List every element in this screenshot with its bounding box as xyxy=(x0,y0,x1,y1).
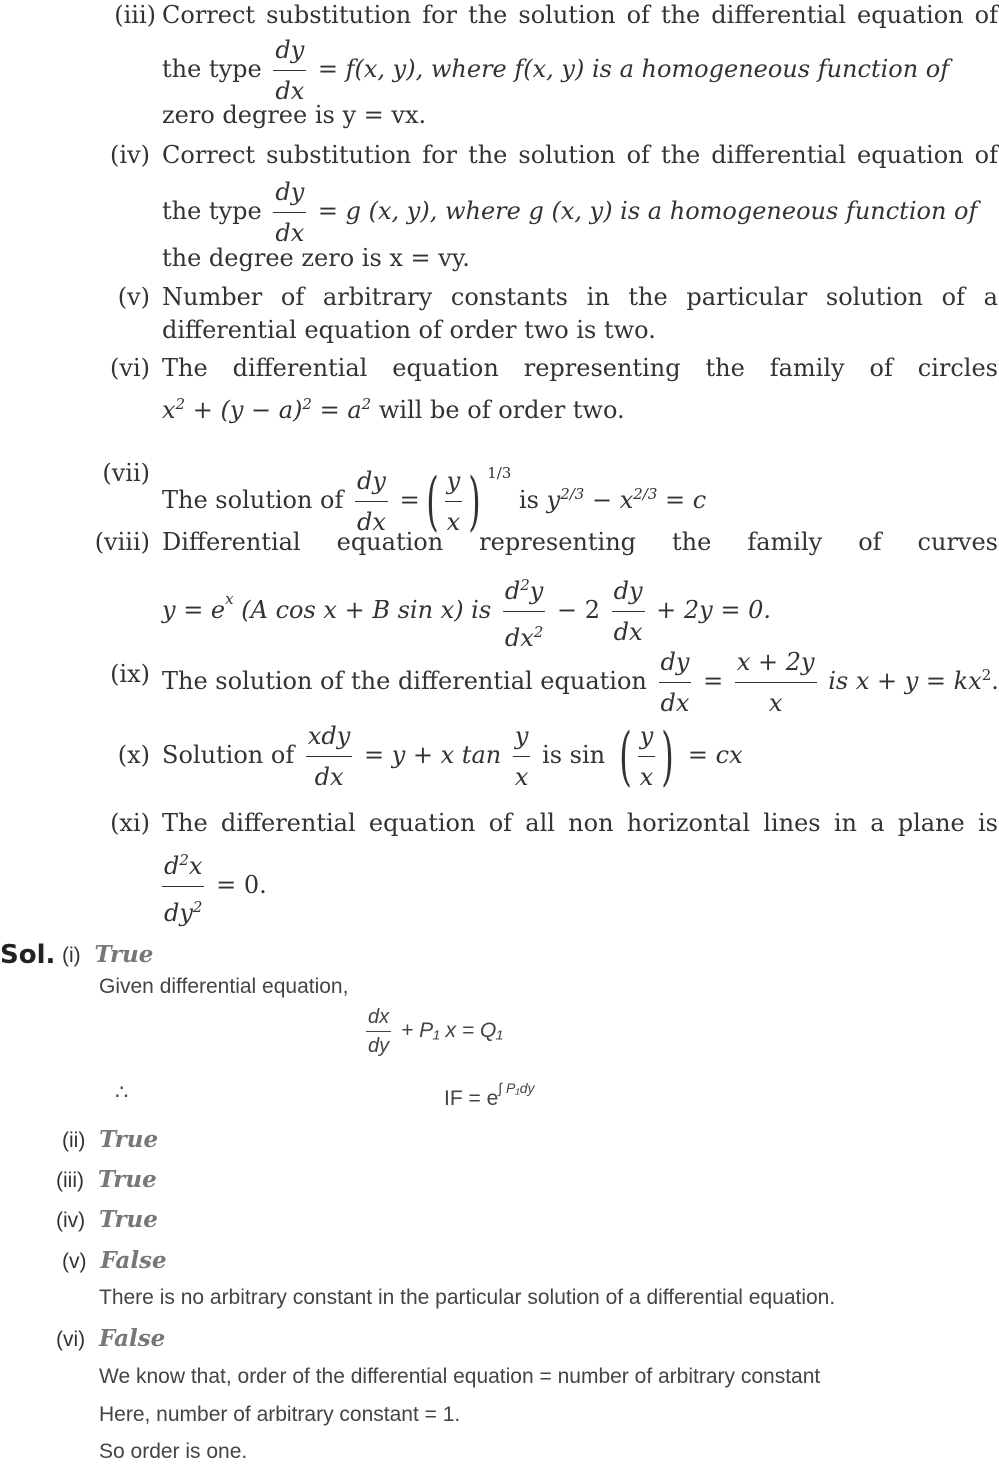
statement-v-line-2: differential equation of order two is two. xyxy=(162,316,656,344)
solution-ii-answer xyxy=(62,1126,158,1153)
solution-iv-number: (iv) xyxy=(56,1209,86,1232)
solution-v-number: (v) xyxy=(62,1250,87,1273)
statement-vii-is: is xyxy=(518,486,539,514)
solution-i-equation-rhs: + P₁ x = Q₁ xyxy=(400,1019,503,1043)
item-number-ix: (ix) xyxy=(110,660,150,688)
statement-iv-condition: = g (x, y), where g (x, y) is a homogeneous function of xyxy=(317,197,978,225)
y-over-x-fraction: $\frac{y}{x}$ xyxy=(638,716,656,797)
dy-dx-fraction: $\frac{dy}{dx}$ xyxy=(355,461,388,542)
solution-iv-verdict: True xyxy=(99,1206,158,1233)
dx-dy-fraction: $\frac{dx}{dy}$ xyxy=(366,1003,391,1060)
statement-vi-order-text: will be of order two. xyxy=(378,396,625,424)
y-over-x-fraction: $\frac{y}{x}$ xyxy=(513,716,531,797)
solution-i-given: Given differential equation, xyxy=(99,975,349,998)
statement-vi-line-2 xyxy=(162,389,998,425)
statement-viii-line-2: $y = e^x$ (A cos x + B sin x) is $\frac{d^2y}{dx^2}$ − 2 $\frac{dy}{dx}$ + 2y = 0. xyxy=(162,560,998,658)
item-number-x: (x) xyxy=(117,741,150,769)
statement-vii-lead: The solution of xyxy=(162,486,344,514)
solution-iii-verdict: True xyxy=(97,1166,157,1193)
statement-vi-line-1: The differential equation representing the family of circles xyxy=(162,354,998,382)
statement-xi-line-1: The differential equation of all non horizontal lines in a plane is xyxy=(162,809,998,837)
item-number-viii: (viii) xyxy=(94,528,150,556)
x-plus-2y-over-x-fraction: $\frac{x + 2y}{x}$ xyxy=(735,642,817,723)
dy-dx-fraction: $\frac{dy}{dx}$ xyxy=(273,30,306,111)
statement-iii-line-3: zero degree is y = vx. xyxy=(162,101,427,129)
item-number-vii: (vii) xyxy=(102,459,150,487)
solution-vi-line-2: Here, number of arbitrary constant = 1. xyxy=(99,1403,461,1426)
item-number-vi: (vi) xyxy=(110,354,150,382)
d2x-dy2-fraction: $\frac{d^2x}{dy^2}$ xyxy=(162,840,204,933)
solution-ii-number: (ii) xyxy=(62,1129,86,1152)
statement-ix-lead: The solution of the differential equation xyxy=(162,667,647,695)
statement-iii-condition: = f(x, y), where f(x, y) is a homogeneous function of xyxy=(317,55,950,83)
statement-x-line-1: Solution of $\frac{\text{xdy}}{dx}$ = y + x tan $\frac{y}{x}$ is sin ( $\frac{y}{x}$ ) = cx xyxy=(162,716,998,797)
solution-heading: Sol. xyxy=(0,940,56,970)
solution-v-answer xyxy=(62,1247,167,1274)
y-over-x-fraction: $\frac{y}{x}$ xyxy=(445,461,463,542)
solution-vi-number: (vi) xyxy=(56,1328,86,1351)
curve-y-equals-e: y = e xyxy=(162,596,226,624)
statement-x-constant: = cx xyxy=(687,741,743,769)
second-derivative-fraction: $\frac{d^2y}{dx^2}$ xyxy=(503,565,545,658)
statement-xi-equals-zero: = 0. xyxy=(216,871,267,899)
item-number-xi: (xi) xyxy=(110,809,150,837)
integrating-factor: IF = $e^{\int P_1dy}$ xyxy=(444,1080,535,1110)
statement-x-rhs: = y + x tan xyxy=(363,741,502,769)
statement-iv-line-3: the degree zero is x = vy. xyxy=(162,244,470,272)
solution-ii-verdict: True xyxy=(99,1126,159,1153)
statement-ix-solution: is x + y = kx xyxy=(828,667,982,695)
statement-vii-constant: = c xyxy=(665,486,707,514)
curve-equation-tail: + 2y = 0. xyxy=(656,596,772,624)
solution-iii-answer xyxy=(56,1166,157,1193)
solution-iv-answer xyxy=(56,1206,158,1233)
solution-expression: $y^{2/3} - x^{2/3}$ xyxy=(546,485,658,514)
statement-iv-line-2 xyxy=(162,172,998,253)
solution-vi-verdict: False xyxy=(99,1325,166,1352)
integrating-factor-label: IF = e xyxy=(444,1087,499,1110)
statement-v-line-1: Number of arbitrary constants in the particular solution of a xyxy=(162,283,998,311)
statement-x-is-sin: is sin xyxy=(542,741,606,769)
item-number-iii: (iii) xyxy=(114,1,156,29)
therefore-symbol: ∴ xyxy=(115,1081,129,1104)
statement-x-lead: Solution of xyxy=(162,741,295,769)
solution-i-answer xyxy=(62,941,153,968)
statement-ix-line-1: The solution of the differential equation $\frac{dy}{dx}$ = $\frac{x + 2y}{x}$ is $x + y = kx^2$. xyxy=(162,640,998,723)
dy-dx-fraction: $\frac{dy}{dx}$ xyxy=(273,172,306,253)
statement-iv-line-1: Correct substitution for the solution of the differential equation of xyxy=(162,141,998,169)
statement-iii-line-1: Correct substitution for the solution of the differential equation of xyxy=(162,1,998,29)
solution-v-explanation: There is no arbitrary constant in the particular solution of a differential equation. xyxy=(99,1286,836,1309)
solution-vi-line-3: So order is one. xyxy=(99,1440,248,1463)
statement-iv-type-label: the type xyxy=(162,197,262,225)
solution-i-number: (i) xyxy=(62,944,81,967)
circle-equation: $x^2 + (y - a)^2 = a^2$ xyxy=(162,395,372,424)
solution-v-verdict: False xyxy=(100,1247,167,1274)
item-number-v: (v) xyxy=(117,283,150,311)
solution-i-equation xyxy=(362,1003,503,1060)
item-number-iv: (iv) xyxy=(110,141,150,169)
dy-dx-fraction: $\frac{dy}{dx}$ xyxy=(612,571,645,652)
curve-expression: (A cos x + B sin x) is xyxy=(241,596,492,624)
solution-vi-line-1: We know that, order of the differential equation = number of arbitrary constant xyxy=(99,1365,821,1388)
statement-iii-line-2 xyxy=(162,30,998,111)
statement-iii-type-label: the type xyxy=(162,55,262,83)
solution-i-verdict: True xyxy=(94,941,154,968)
statement-vii-line-1: The solution of $\frac{dy}{dx}$ =( $\frac{y}{x}$ ) $^{1/3}$ is $y^{2/3} - x^{2/3} = c$ xyxy=(162,430,998,543)
statement-xi-line-2 xyxy=(162,840,998,933)
solution-vi-answer xyxy=(56,1325,165,1352)
x-dy-dx-fraction: $\frac{\text{xdy}}{dx}$ xyxy=(306,716,352,797)
solution-iii-number: (iii) xyxy=(56,1169,84,1192)
statement-viii-line-1: Differential equation representing the family of curves xyxy=(162,528,998,556)
dy-dx-fraction: $\frac{dy}{dx}$ xyxy=(659,642,692,723)
